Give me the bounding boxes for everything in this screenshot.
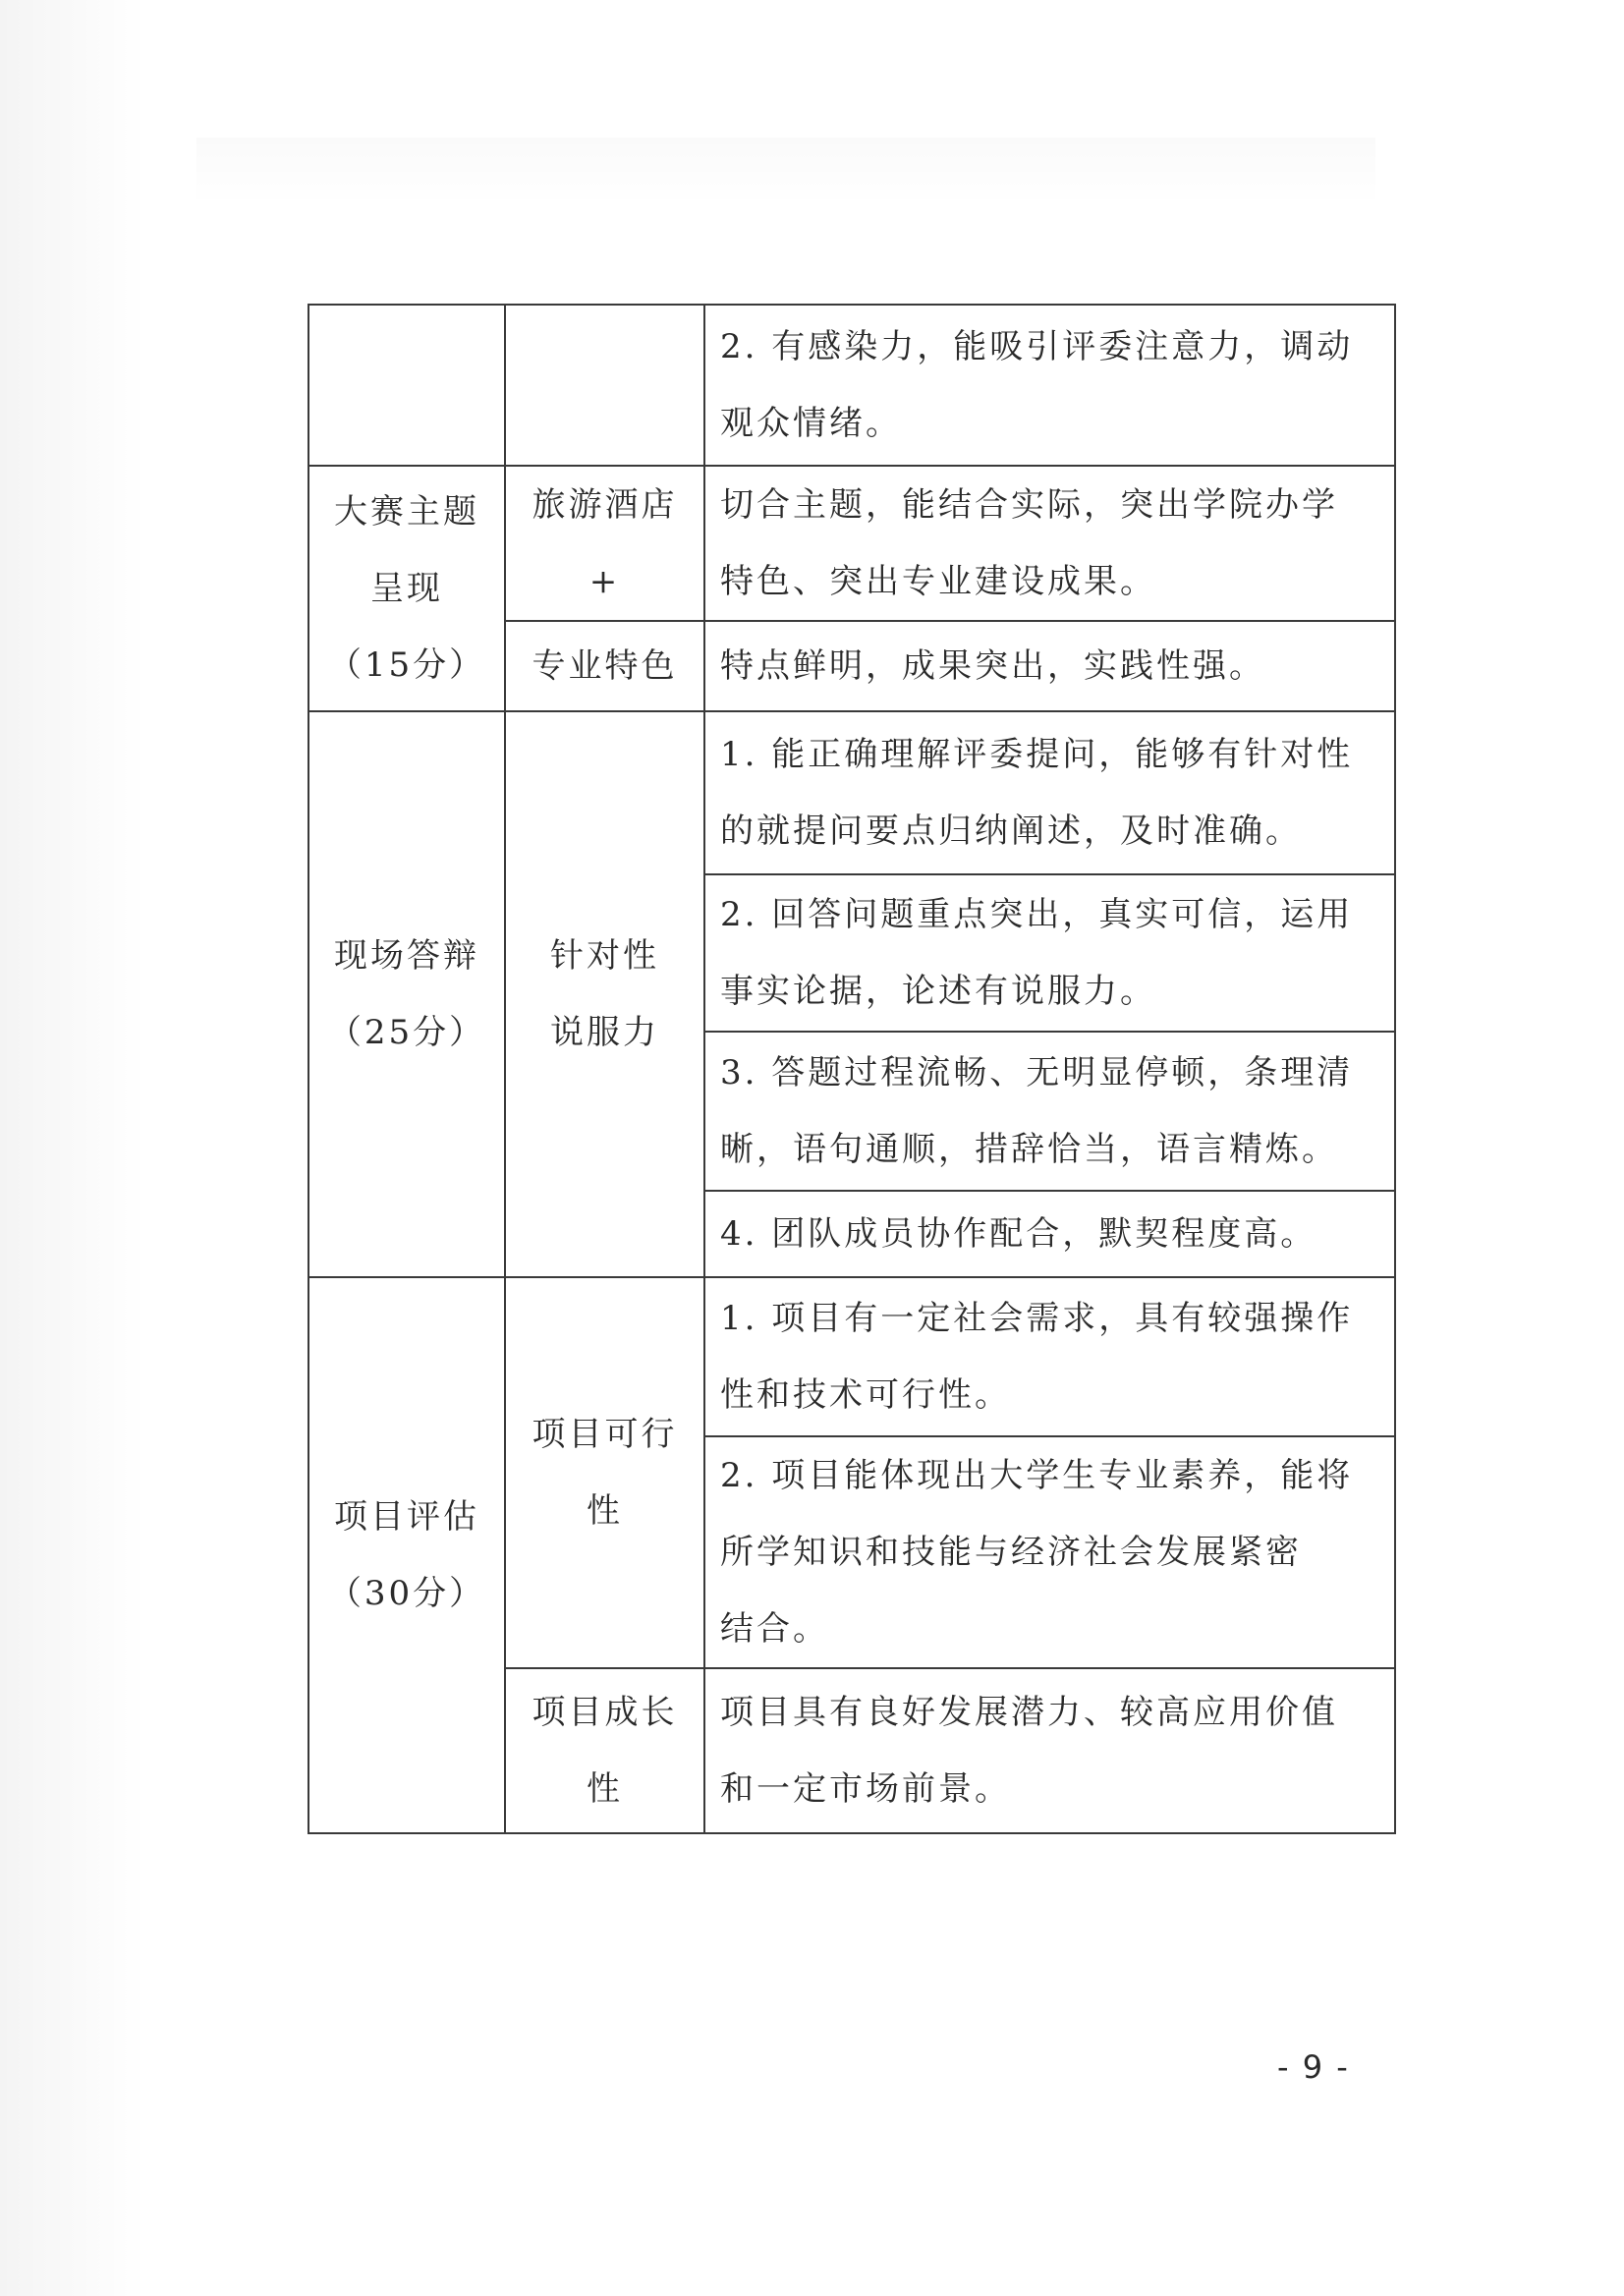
category-line: 现场答辩 [334, 936, 479, 976]
table-row [308, 711, 1395, 874]
subcategory-line: 专业特色 [532, 646, 678, 686]
scan-shadow [0, 0, 147, 2296]
criteria-cell [704, 1277, 1395, 1436]
criteria-line: 性和技术可行性。 [720, 1375, 1011, 1415]
criteria-line: 特点鲜明，成果突出，实践性强。 [720, 646, 1265, 686]
category-line: 大赛主题 [334, 492, 479, 532]
criteria-cell [704, 621, 1395, 711]
criteria-line: 和一定市场前景。 [720, 1769, 1011, 1809]
criteria-line: 切合主题，能结合实际，突出学院办学 [720, 485, 1338, 525]
subcategory-line: 性 [587, 1769, 623, 1809]
criteria-line: 特色、突出专业建设成果。 [720, 562, 1156, 601]
scan-shadow-top [196, 138, 1375, 206]
criteria-line: 所学知识和技能与经济社会发展紧密 [720, 1533, 1302, 1572]
criteria-line: 事实论据，论述有说服力。 [720, 972, 1156, 1011]
category-line: 项目评估 [334, 1497, 479, 1537]
criteria-cell [704, 1032, 1395, 1191]
subcategory-line: + [588, 562, 621, 601]
criteria-line: 晰，语句通顺，措辞恰当，语言精炼。 [720, 1130, 1338, 1169]
criteria-line: 3. 答题过程流畅、无明显停顿，条理清 [720, 1053, 1354, 1092]
table-row [308, 305, 1395, 466]
subcategory-line: 项目可行 [532, 1415, 678, 1454]
category-score: （25分） [327, 1013, 486, 1052]
subcategory-cell [505, 466, 704, 621]
criteria-cell [704, 711, 1395, 874]
table-row [308, 466, 1395, 621]
category-score: （30分） [327, 1574, 486, 1613]
criteria-cell [704, 1436, 1395, 1668]
criteria-cell [704, 1191, 1395, 1277]
criteria-line: 2. 有感染力，能吸引评委注意力，调动 [720, 327, 1354, 366]
subcategory-line: 项目成长 [532, 1693, 678, 1732]
subcategory-cell [505, 711, 704, 1277]
category-cell-empty [308, 305, 505, 466]
category-cell-evaluation [308, 1277, 505, 1833]
criteria-line: 结合。 [720, 1609, 829, 1649]
category-score: （15分） [327, 645, 486, 685]
subcategory-cell-empty [505, 305, 704, 466]
subcategory-line: 性 [587, 1491, 623, 1531]
table-row [308, 1277, 1395, 1436]
category-line: 呈现 [370, 569, 443, 608]
subcategory-cell [505, 1277, 704, 1668]
criteria-line: 1. 能正确理解评委提问，能够有针对性 [720, 735, 1354, 774]
criteria-cell [704, 466, 1395, 621]
criteria-cell [704, 305, 1395, 466]
scoring-criteria-table [308, 304, 1396, 1834]
subcategory-line: 旅游酒店 [532, 485, 678, 525]
criteria-line: 的就提问要点归纳阐述，及时准确。 [720, 812, 1302, 851]
criteria-line: 2. 项目能体现出大学生专业素养，能将 [720, 1456, 1354, 1495]
criteria-line: 1. 项目有一定社会需求，具有较强操作 [720, 1299, 1354, 1338]
subcategory-line: 针对性 [550, 936, 659, 976]
category-cell-theme [308, 466, 505, 711]
page-number: - 9 - [1277, 2048, 1350, 2086]
category-cell-defense [308, 711, 505, 1277]
criteria-cell [704, 1668, 1395, 1833]
criteria-line: 项目具有良好发展潜力、较高应用价值 [720, 1693, 1338, 1732]
criteria-line: 2. 回答问题重点突出，真实可信，运用 [720, 895, 1354, 934]
criteria-cell [704, 874, 1395, 1032]
criteria-line: 4. 团队成员协作配合，默契程度高。 [720, 1214, 1317, 1254]
subcategory-line: 说服力 [550, 1013, 659, 1052]
subcategory-cell [505, 1668, 704, 1833]
criteria-line: 观众情绪。 [720, 404, 902, 443]
subcategory-cell [505, 621, 704, 711]
